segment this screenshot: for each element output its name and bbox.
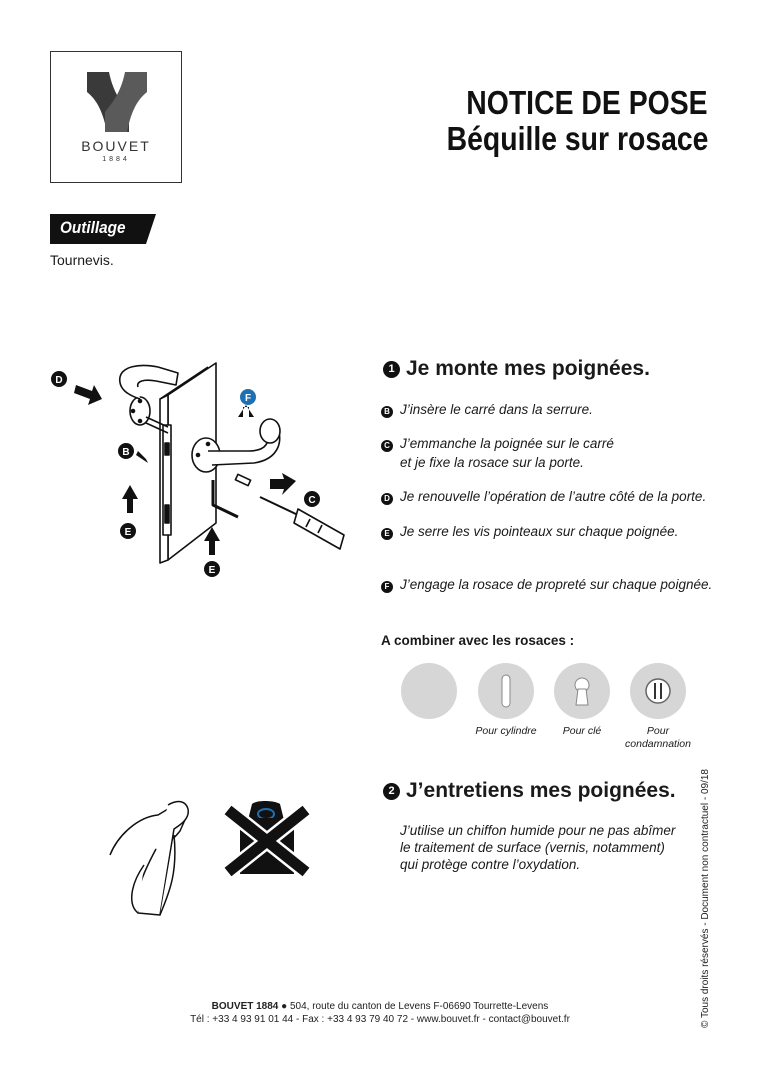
cylinder-rosace-icon [478,663,534,719]
diagram-label-e1: E [124,527,132,538]
step1-item-c-text2: et je fixe la rosace sur la porte. [400,455,584,470]
step1-item-e [381,522,678,541]
diagram-label-c: C [308,495,316,506]
step1-item-d-letter: D [381,493,393,505]
bouvet-emblem-icon [51,52,183,138]
step2-number: 2 [383,783,400,800]
condemnation-rosace-icon [630,663,686,719]
page-title: NOTICE DE POSE [466,84,708,121]
step2-title: J’entretiens mes poignées. [406,779,676,802]
step2-description [400,822,675,873]
key-rosace-icon [554,663,610,719]
key-rosace-label: Pour clé [562,725,602,737]
no-abrasive-product-icon [222,800,312,880]
step1-item-b [381,400,593,419]
tools-tag-label: Outillage [60,218,126,237]
footer-contact: Tél : +33 4 93 91 01 44 - Fax : +33 4 93 79 40 72 - www.bouvet.fr - contact@bouvet.fr [190,1014,570,1025]
copyright-note: © Tous droits réservés - Document non contractuel - 09/18 [700,769,711,1028]
cylinder-rosace-label: Pour cylindre [475,725,537,737]
step1-item-d-text: Je renouvelle l’opération de l’autre côté de la porte. [400,489,707,504]
diagram-label-f: F [244,393,252,404]
tools-tag [50,214,156,249]
step1-item-d [381,487,706,506]
condemnation-rosace-label [618,725,698,751]
plain-rosace-icon [401,663,457,719]
step1-item-c-letter: C [381,440,393,452]
footer-address-text: 504, route du canton de Levens F-06690 Tourrette-Levens [287,1001,549,1012]
condemnation-label-line1: Pour [646,725,670,737]
diagram-label-e2: E [208,565,216,576]
damp-cloth-icon [108,795,198,920]
step1-title: Je monte mes poignées. [406,357,650,380]
step1-item-b-letter: B [381,406,393,418]
brand-logo [50,51,182,183]
step1-item-c [381,434,614,472]
step2-heading [383,779,676,803]
step1-item-e-letter: E [381,528,393,540]
footer-company: BOUVET 1884 [211,1001,279,1012]
step1-heading [383,357,650,381]
step1-item-f [381,575,712,594]
diagram-label-b: B [122,447,130,458]
step1-item-e-text: Je serre les vis pointeaux sur chaque poignée. [400,524,679,539]
diagram-label-d: D [55,375,63,386]
step2-line1: J’utilise un chiffon humide pour ne pas abîmer [400,823,676,838]
footer-address [0,1001,760,1012]
brand-name: BOUVET [81,138,151,154]
tools-text: Tournevis. [50,252,114,268]
step1-number: 1 [383,361,400,378]
step1-item-c-text: J’emmanche la poignée sur le carré [400,436,614,451]
step1-item-b-text: J’insère le carré dans la serrure. [400,402,593,417]
page-subtitle: Béquille sur rosace [446,120,708,157]
rosaces-heading: A combiner avec les rosaces : [381,633,575,648]
step1-item-f-letter: F [381,581,393,593]
assembly-diagram [48,355,348,590]
footer-dot-icon: ● [278,1001,288,1012]
condemnation-label-line2: condamnation [625,738,691,750]
step2-line3: qui protège contre l’oxydation. [400,857,581,872]
step2-line2: le traitement de surface (vernis, notamment) [400,840,665,855]
brand-year: 1884 [102,156,130,163]
step1-item-f-text: J’engage la rosace de propreté sur chaque poignée. [400,577,713,592]
